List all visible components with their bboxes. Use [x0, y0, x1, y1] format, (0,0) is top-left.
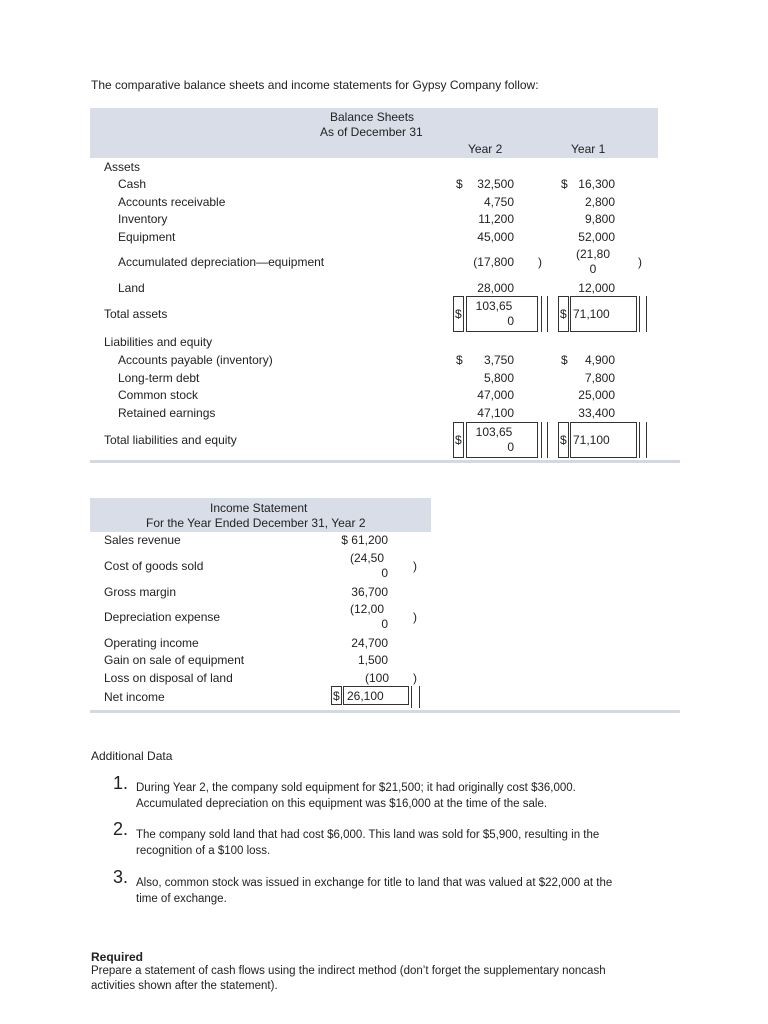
accum-y1-value	[570, 247, 616, 277]
ar-y1-value: 2,800	[584, 195, 615, 209]
cash-y1-sign: $	[561, 177, 568, 191]
row-ap-label: Accounts payable (inventory)	[118, 353, 273, 367]
col-year1-header: Year 1	[571, 142, 606, 156]
equipment-y1-value: 52,000	[578, 230, 615, 244]
col-year2-header: Year 2	[468, 142, 503, 156]
ltd-y1-value: 7,800	[584, 371, 615, 385]
row-gain-label: Gain on sale of equipment	[104, 653, 245, 667]
list-item-2-line2: recognition of a $100 loss.	[136, 845, 271, 857]
row-stock-label: Common stock	[118, 388, 199, 402]
land-y1-value: 12,000	[578, 281, 615, 295]
row-dep-label: Depreciation expense	[104, 610, 221, 624]
stock-y1-value: 25,000	[578, 388, 615, 402]
liabilities-heading: Liabilities and equity	[104, 335, 213, 349]
cogs-line2: 0	[381, 566, 388, 580]
row-ar-label: Accounts receivable	[118, 195, 226, 209]
inventory-y2-value: 11,200	[478, 212, 514, 226]
loss-value: (100	[364, 671, 389, 685]
list-item-1-number: 1.	[113, 773, 129, 793]
income-subtitle: For the Year Ended December 31, Year 2	[146, 516, 366, 530]
assets-heading: Assets	[104, 160, 141, 174]
list-item-1-line2: Accumulated depreciation on this equipment was $16,000 at the time of the sale.	[136, 798, 548, 810]
dep-line1: (12,00	[349, 602, 385, 616]
additional-heading: Additional Data	[91, 749, 173, 763]
intro-text: The comparative balance sheets and income statements for Gypsy Company follow:	[91, 78, 539, 92]
land-y2-value: 28,000	[477, 281, 514, 295]
cogs-paren: )	[413, 559, 417, 573]
net-end-rule	[411, 686, 420, 708]
accum-y1-line1: (21,80	[575, 247, 611, 261]
balance-title: Balance Sheets	[330, 110, 415, 124]
row-loss-label: Loss on disposal of land	[104, 671, 233, 685]
total-le-y1-end-rule	[639, 422, 647, 458]
row-inventory-label: Inventory	[118, 212, 168, 226]
total-assets-y1-sign: $	[560, 307, 567, 321]
ar-y2-value: 4,750	[483, 195, 514, 209]
total-assets-y1-value: 71,100	[573, 307, 610, 321]
gross-value: 36,700	[351, 585, 388, 599]
total-assets-y2-sign: $	[455, 307, 462, 321]
row-net-label: Net income	[104, 690, 165, 704]
ap-y2-sign: $	[456, 353, 463, 367]
row-ltd-label: Long-term debt	[118, 371, 200, 385]
required-heading: Required	[91, 950, 144, 964]
net-value: 26,100	[347, 689, 384, 703]
row-equipment-label: Equipment	[118, 230, 176, 244]
total-le-y2-line2: 0	[507, 440, 514, 454]
opinc-value: 24,700	[351, 636, 388, 650]
accum-y2-value: (17,800	[473, 255, 514, 269]
total-le-y2-sign: $	[455, 433, 462, 447]
dep-line2: 0	[381, 617, 388, 631]
row-total-assets-label: Total assets	[104, 307, 168, 321]
accum-y2-paren: )	[538, 255, 542, 269]
loss-paren: )	[413, 671, 417, 685]
row-land-label: Land	[118, 281, 145, 295]
list-item-3-line1: Also, common stock was issued in exchange for title to land that was valued at $22,000 at the	[136, 877, 613, 889]
income-title: Income Statement	[210, 501, 308, 515]
cogs-line1: (24,50	[349, 551, 385, 565]
total-assets-y2-end-rule	[541, 296, 548, 332]
income-bottom-rule	[90, 710, 680, 713]
list-item-2-number: 2.	[113, 819, 129, 839]
cash-y1-value: 16,300	[578, 177, 615, 191]
required-line2: activities shown after the statement).	[91, 980, 278, 992]
sales-value: $ 61,200	[341, 533, 388, 547]
dep-value	[344, 602, 390, 632]
total-assets-y2-value	[466, 299, 522, 329]
row-gross-label: Gross margin	[104, 585, 177, 599]
row-opinc-label: Operating income	[104, 636, 199, 650]
cash-y2-value: 32,500	[477, 177, 514, 191]
total-assets-y2-line2: 0	[507, 314, 514, 328]
cash-y2-sign: $	[456, 177, 463, 191]
total-le-y2-value	[466, 425, 522, 455]
accum-y1-paren: )	[638, 255, 642, 269]
row-cogs-label: Cost of goods sold	[104, 559, 204, 573]
total-assets-y2-line1: 103,65	[475, 299, 513, 313]
total-le-y2-end-rule	[541, 422, 548, 458]
row-cash-label: Cash	[118, 177, 147, 191]
balance-bottom-rule	[90, 460, 680, 463]
dep-paren: )	[413, 610, 417, 624]
row-re-label: Retained earnings	[118, 406, 216, 420]
total-le-y1-sign: $	[560, 433, 567, 447]
row-sales-label: Sales revenue	[104, 533, 181, 547]
ap-y2-value: 3,750	[483, 353, 514, 367]
total-assets-y1-end-rule	[639, 296, 647, 332]
net-sign: $	[333, 689, 340, 703]
ap-y1-value: 4,900	[584, 353, 615, 367]
list-item-3-line2: time of exchange.	[136, 893, 227, 905]
row-total-le-label: Total liabilities and equity	[104, 433, 237, 447]
cogs-value	[344, 551, 390, 581]
inventory-y1-value: 9,800	[584, 212, 615, 226]
list-item-1-line1: During Year 2, the company sold equipment for $21,500; it had originally cost $36,000.	[136, 782, 576, 794]
stock-y2-value: 47,000	[477, 388, 514, 402]
re-y1-value: 33,400	[578, 406, 615, 420]
gain-value: 1,500	[357, 653, 388, 667]
equipment-y2-value: 45,000	[477, 230, 514, 244]
required-line1: Prepare a statement of cash flows using the indirect method (don’t forget the supplementary noncash	[91, 965, 606, 977]
balance-subtitle: As of December 31	[320, 125, 423, 139]
ap-y1-sign: $	[561, 353, 568, 367]
row-accum-dep-label: Accumulated depreciation—equipment	[118, 255, 325, 269]
ltd-y2-value: 5,800	[483, 371, 514, 385]
list-item-2-line1: The company sold land that had cost $6,000. This land was sold for $5,900, resulting in the	[136, 829, 600, 841]
total-le-y1-value: 71,100	[573, 433, 610, 447]
re-y2-value: 47,100	[477, 406, 514, 420]
total-le-y2-line1: 103,65	[475, 425, 513, 439]
list-item-3-number: 3.	[113, 867, 129, 887]
accum-y1-line2: 0	[589, 262, 597, 276]
